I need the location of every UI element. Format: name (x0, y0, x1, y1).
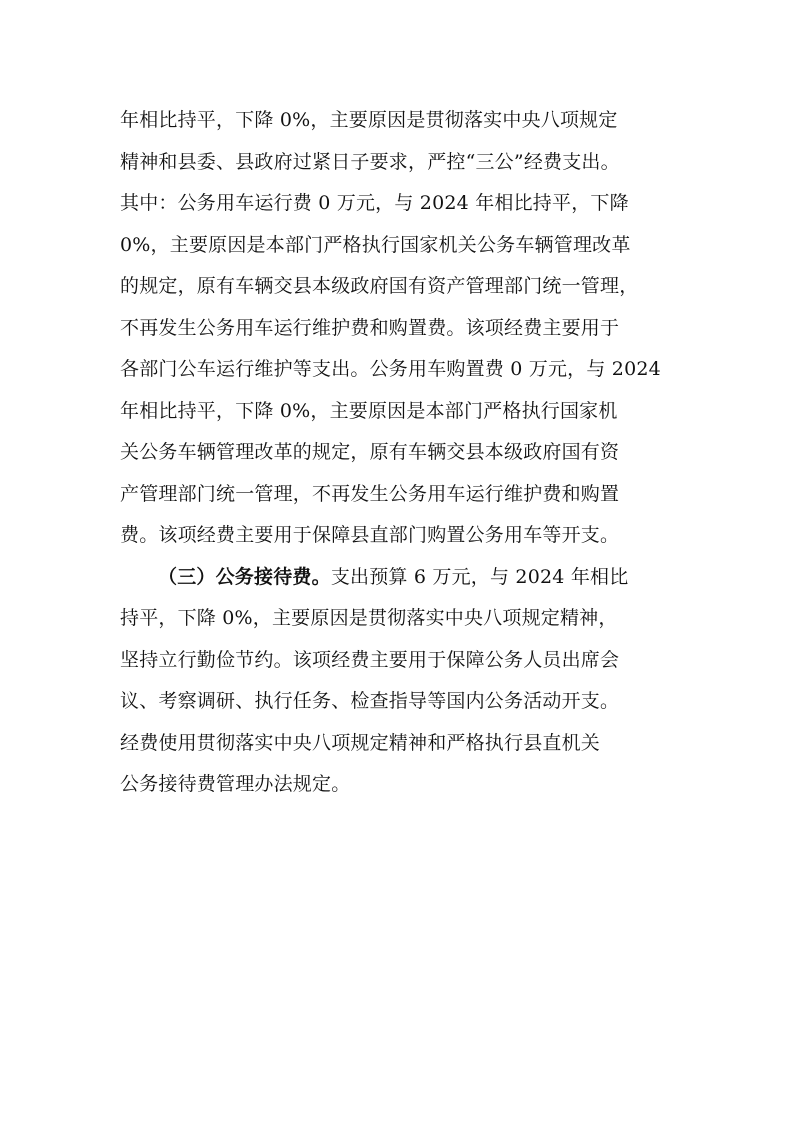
paragraph-line: 关公务车辆管理改革的规定，原有车辆交县本级政府国有资 (120, 441, 620, 463)
paragraph-line: 公务接待费管理办法规定。 (120, 773, 351, 795)
paragraph-line: 产管理部门统一管理，不再发生公务用车运行维护费和购置 (120, 482, 620, 505)
paragraph-line: 经费使用贯彻落实中央八项规定精神和严格执行县直机关 (120, 731, 601, 754)
paragraph-line: 各部门公车运行维护等支出。公务用车购置费 0 万元，与 2024 (120, 358, 661, 380)
paragraph-line: 议、考察调研、执行任务、检查指导等国内公务活动开支。 (120, 690, 620, 712)
paragraph-line: 精神和县委、县政府过紧日子要求，严控“三公”经费支出。 (120, 150, 620, 173)
paragraph-line: 不再发生公务用车运行维护费和购置费。该项经费主要用于 (120, 316, 620, 339)
paragraph-line: 费。该项经费主要用于保障县直部门购置公务用车等开支。 (120, 524, 620, 546)
paragraph-line: 其中：公务用车运行费 0 万元，与 2024 年相比持平，下降 (120, 192, 629, 214)
paragraph-line: 的规定，原有车辆交县本级政府国有资产管理部门统一管理， (120, 275, 639, 297)
paragraph-line: 年相比持平，下降 0%，主要原因是贯彻落实中央八项规定 (120, 109, 618, 131)
section-3-first-line (120, 557, 690, 599)
paragraph-line: 0%，主要原因是本部门严格执行国家机关公务车辆管理改革 (120, 233, 631, 256)
body-text (120, 100, 690, 806)
paragraph-line: 年相比持平，下降 0%，主要原因是本部门严格执行国家机 (120, 399, 618, 422)
section-3-first-line-text: 支出预算 6 万元，与 2024 年相比 (330, 565, 629, 588)
section-3-heading: （三）公务接待费。 (158, 565, 331, 588)
paragraph-line: 持平，下降 0%，主要原因是贯彻落实中央八项规定精神， (120, 607, 618, 629)
paragraph-line: 坚持立行勤俭节约。该项经费主要用于保障公务人员出席会 (120, 648, 620, 671)
